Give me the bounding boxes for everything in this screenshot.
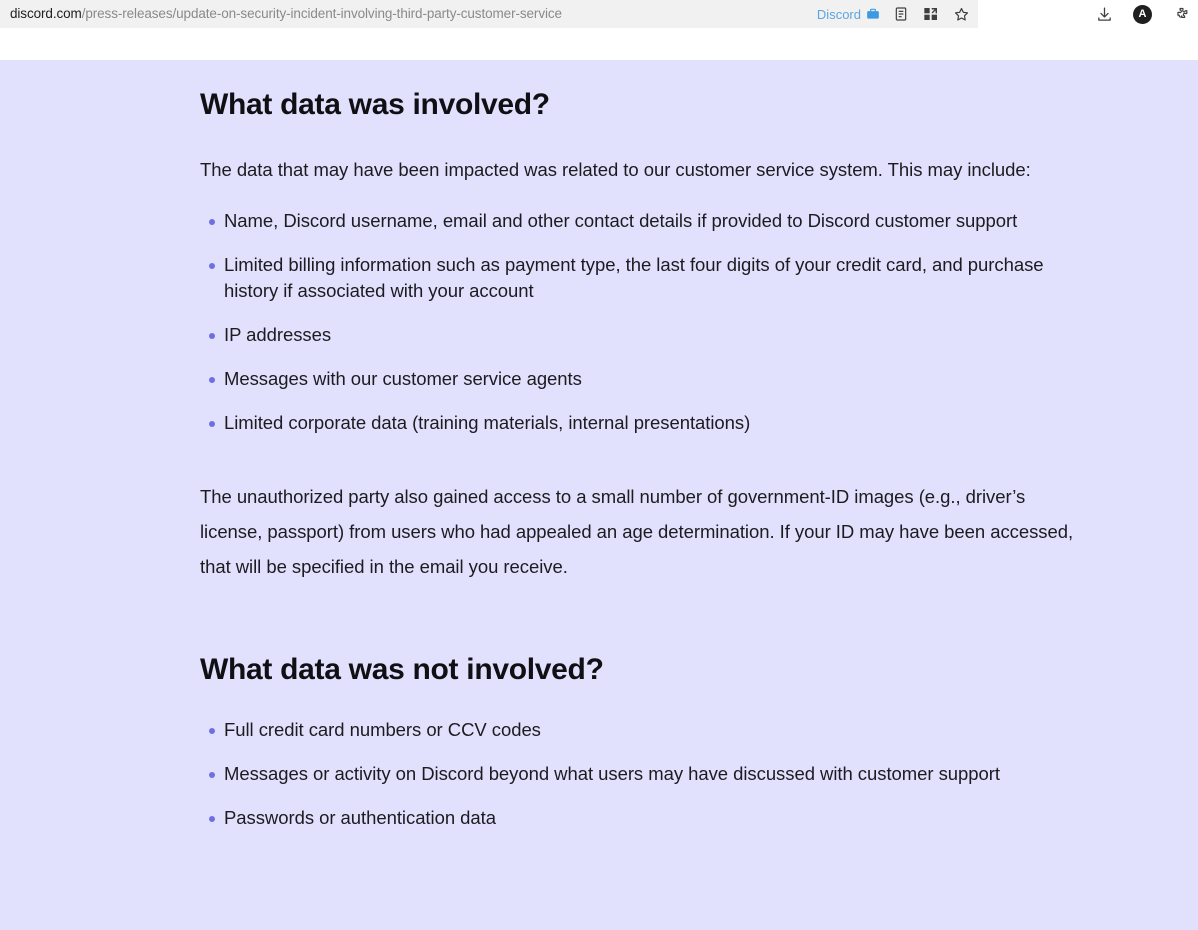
government-id-paragraph: The unauthorized party also gained access to a small number of government-ID images (e.g., driver’s license, passport) from users who had appealed an age determination. If your ID may have been accessed, that will be specified in the email you receive. <box>200 485 1074 577</box>
page-content <box>0 60 1198 930</box>
browser-chrome <box>0 0 1198 60</box>
profile-chip-discord[interactable] <box>817 7 880 22</box>
list-item: Full credit card numbers or CCV codes <box>200 717 1080 743</box>
list-item: Limited billing information such as payment type, the last four digits of your credit card, and purchase history if associated with your account <box>200 252 1080 304</box>
list-item: Name, Discord username, email and other contact details if provided to Discord customer support <box>200 208 1080 234</box>
download-icon[interactable] <box>1095 5 1113 23</box>
list-item: Passwords or authentication data <box>200 805 1080 831</box>
url-domain: discord.com <box>10 6 82 21</box>
list-item: Limited corporate data (training materials, internal presentations) <box>200 410 1080 436</box>
reading-list-icon[interactable] <box>892 5 910 23</box>
profile-avatar-icon[interactable]: A <box>1133 5 1152 24</box>
url-text[interactable] <box>10 0 807 28</box>
url-path: /press-releases/update-on-security-incident-involving-third-party-customer-service <box>81 6 562 21</box>
data-involved-list <box>200 208 1080 436</box>
omnibox-actions <box>807 5 970 23</box>
address-bar[interactable] <box>0 0 978 28</box>
article-body <box>200 60 1080 831</box>
split-screen-icon[interactable] <box>922 5 940 23</box>
section-heading-data-not-involved: What data was not involved? <box>200 652 604 686</box>
list-item: Messages with our customer service agents <box>200 366 1080 392</box>
intro-paragraph: The data that may have been impacted was related to our customer service system. This may include: <box>200 158 1031 180</box>
list-item: Messages or activity on Discord beyond what users may have discussed with customer support <box>200 761 1080 787</box>
bookmark-star-icon[interactable] <box>952 5 970 23</box>
extensions-puzzle-icon[interactable] <box>1172 5 1190 23</box>
page-title: What data was involved? <box>200 88 550 121</box>
profile-chip-label: Discord <box>816 6 861 22</box>
list-item: IP addresses <box>200 322 1080 348</box>
browser-toolbar-actions <box>1095 0 1190 28</box>
briefcase-icon <box>865 7 880 22</box>
data-not-involved-list <box>200 717 1080 831</box>
